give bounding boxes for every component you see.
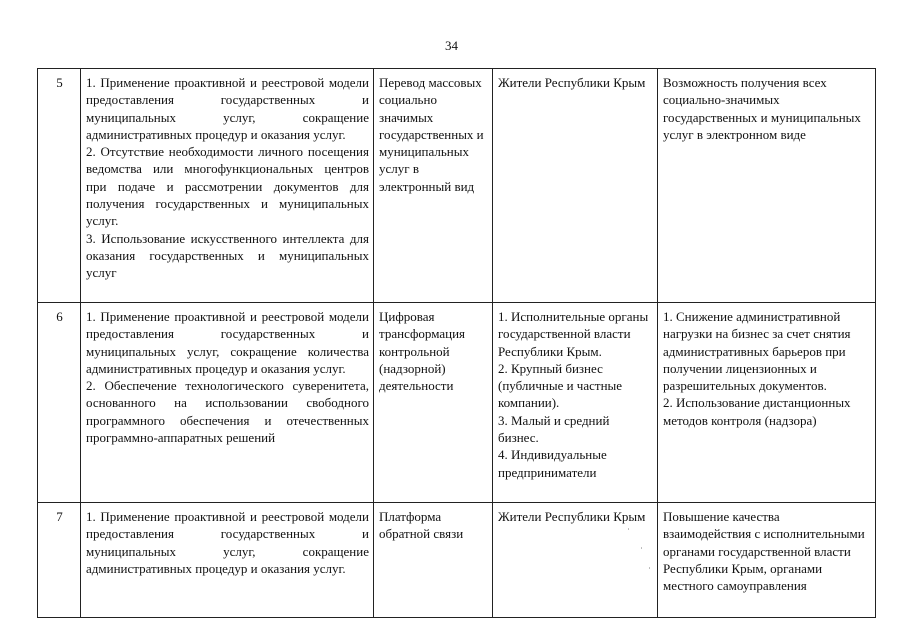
project-text: Цифровая трансформация контрольной (надзорной) деятельности [379,309,466,394]
measure-item: 1. Применение проактивной и реестровой модели предоставления государственных и муниципальных услуг, сокращение количества административных процедур и оказания услуг. [86,309,369,376]
measures-table [37,68,876,618]
measure-item: 3. Использование искусственного интеллекта для оказания государственных и муниципальных услуг [86,230,369,281]
measures-cell [81,69,374,303]
measure-item: 2. Обеспечение технологического суверенитета, основанного на использовании свободного программного обеспечения и отечественных программно-аппаратных решений [86,378,369,446]
effect-item: Повышение качества взаимодействия с исполнительными органами государственной власти Республики Крым, органами местного самоуправления [663,509,865,594]
beneficiaries-cell [493,303,658,503]
effect-item: 1. Снижение административной нагрузки на бизнес за счет снятия административных барьеров при получении лицензионных и разрешительных документов. [663,309,851,394]
effect-item: 2. Использование дистанционных методов контроля (надзора) [663,395,851,428]
beneficiaries-cell [493,503,658,618]
scan-artifact: ˙ [627,527,630,537]
beneficiary-item: 4. Индивидуальные предприниматели [498,447,607,480]
table-row [38,303,876,503]
page-number: 34 [445,38,458,53]
table-row [38,69,876,303]
effects-cell [658,303,876,503]
measure-item: 1. Применение проактивной и реестровой модели предоставления государственных и муниципальных услуг, сокращение административных процедур и оказания услуг. [86,509,369,576]
scan-artifact: ˙ [640,546,643,556]
effects-cell [658,503,876,618]
row-number: 6 [38,303,81,503]
row-number: 5 [38,69,81,303]
row-number: 7 [38,503,81,618]
measures-cell [81,503,374,618]
measure-item: 2. Отсутствие необходимости личного посещения ведомства или многофункциональных центров при подаче и рассмотрении документов для получения государственных и муниципальных услуг. [86,144,369,229]
project-text: Перевод массовых социально значимых государственных и муниципальных услуг в электронный вид [379,75,484,194]
beneficiary-item: 1. Исполнительные органы государственной власти Республики Крым. [498,309,649,359]
beneficiary-item: Жители Республики Крым [498,75,646,90]
beneficiary-item: Жители Республики Крым [498,509,646,524]
effect-item: Возможность получения всех социально-значимых государственных и муниципальных услуг в электронном виде [663,75,861,142]
table-row [38,503,876,618]
effects-cell [658,69,876,303]
beneficiary-item: 3. Малый и средний бизнес. [498,412,610,446]
beneficiaries-cell [493,69,658,303]
project-cell [374,69,493,303]
beneficiary-item: 2. Крупный бизнес (публичные и частные компании). [498,360,623,411]
measures-cell [81,303,374,503]
scan-artifact: ˙ [648,566,651,576]
measure-item: 1. Применение проактивной и реестровой модели предоставления государственных и муниципальных услуг, сокращение административных процедур и оказания услуг. [86,75,369,142]
project-text: Платформа обратной связи [379,509,464,542]
project-cell [374,503,493,618]
project-cell [374,303,493,503]
